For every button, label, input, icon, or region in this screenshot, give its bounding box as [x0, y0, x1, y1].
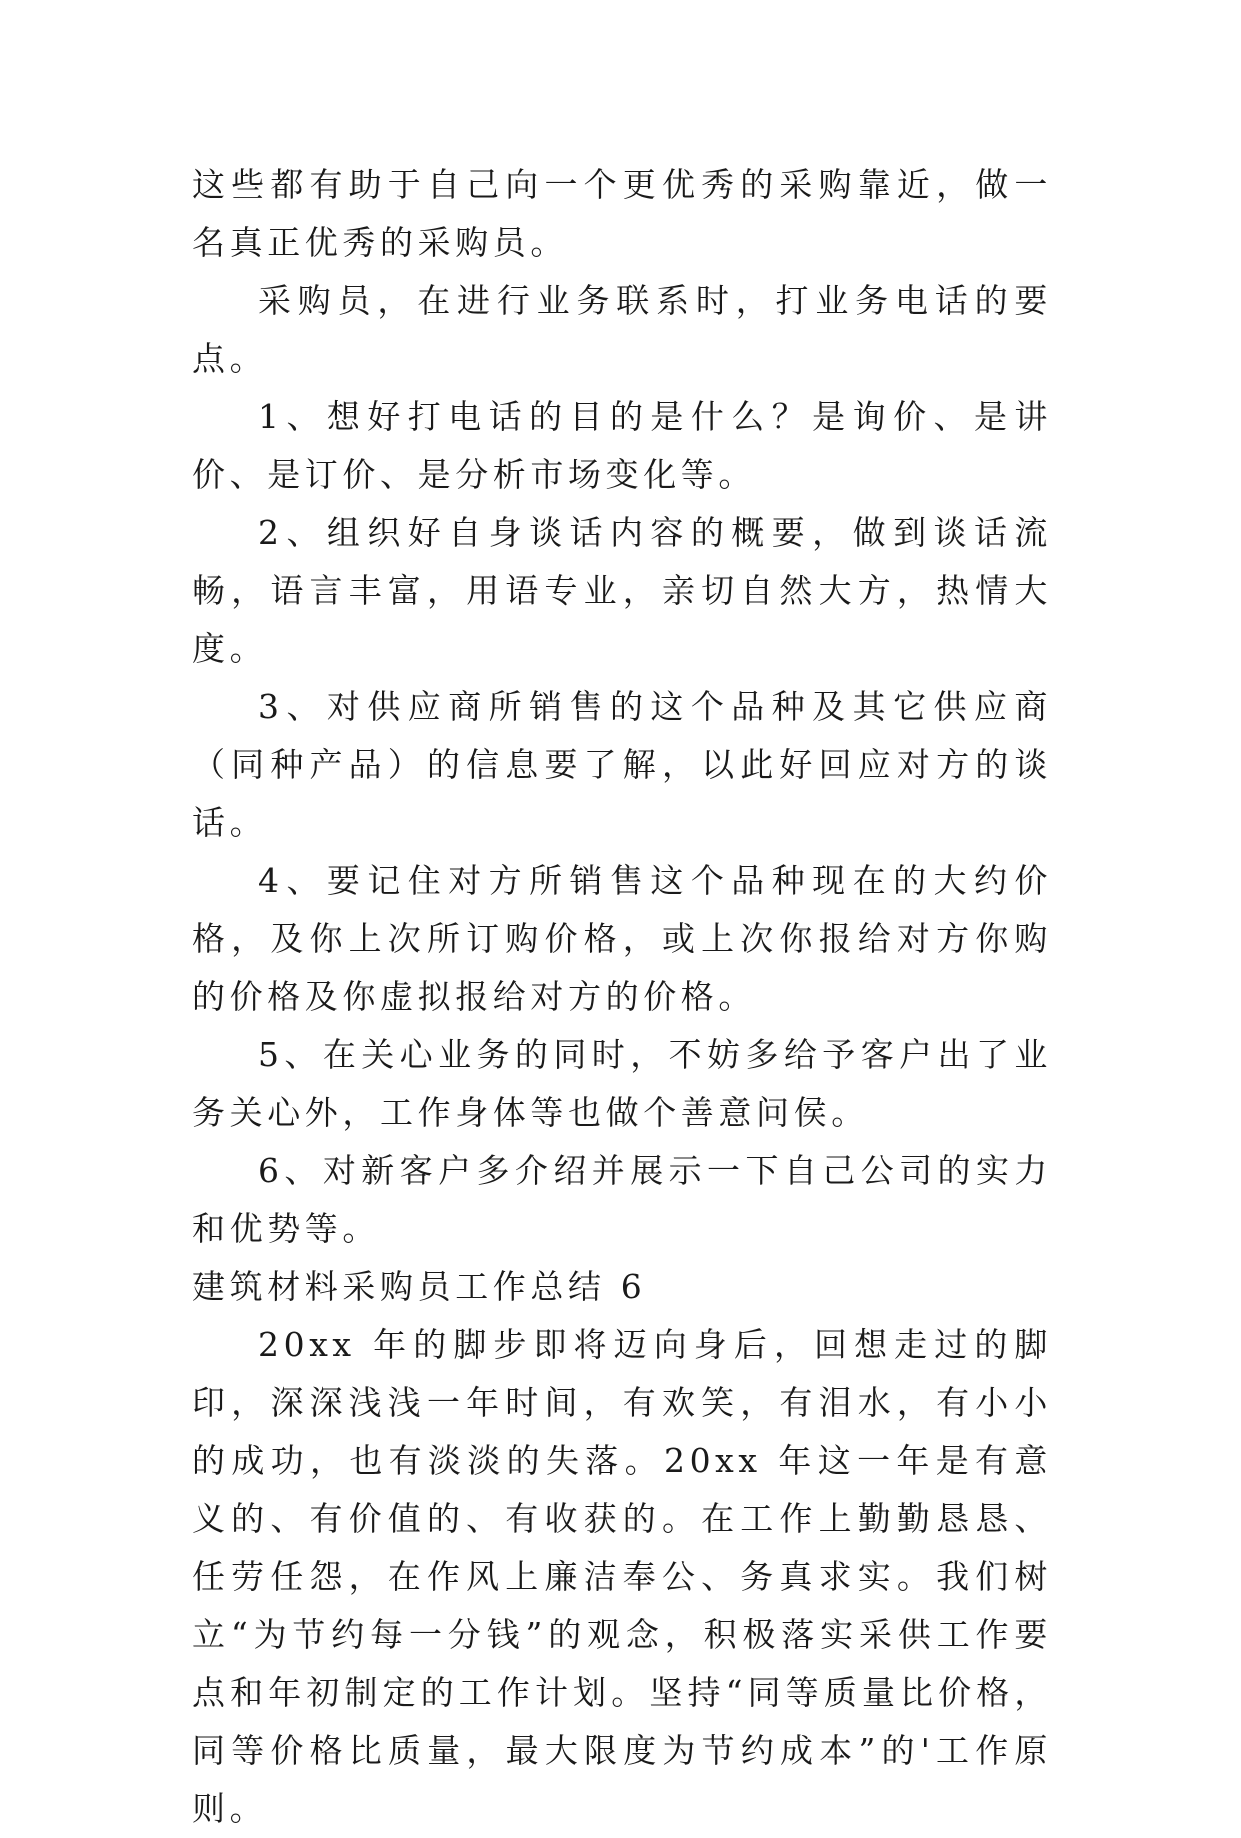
paragraph: 1、想好打电话的目的是什么？是询价、是讲价、是订价、是分析市场变化等。 — [192, 397, 1052, 494]
paragraph: 这些都有助于自己向一个更优秀的采购靠近，做一名真正优秀的采购员。 — [192, 165, 1052, 262]
paragraph: 6、对新客户多介绍并展示一下自己公司的实力和优势等。 — [192, 1151, 1052, 1248]
paragraph: 20xx 年的脚步即将迈向身后，回想走过的脚印，深深浅浅一年时间，有欢笑，有泪水，有小小的成功，也有淡淡的失落。20xx 年这一年是有意义的、有价值的、有收获的。在工作上勤勤恳恳、任劳任怨，在作风上廉洁奉公、务真求实。我们树立“为节约每一分钱”的观念，积极落实采供工作要点和年初制定的工作计划。坚持“同等质量比价格，同等价格比质量，最大限度为节约成本”的'工作原则。 — [192, 1325, 1052, 1828]
document-body — [192, 156, 1052, 1838]
paragraph: 3、对供应商所销售的这个品种及其它供应商（同种产品）的信息要了解，以此好回应对方的谈话。 — [192, 687, 1052, 842]
paragraph: 5、在关心业务的同时，不妨多给予客户出了业务关心外，工作身体等也做个善意问侯。 — [192, 1035, 1052, 1132]
paragraph: 采购员，在进行业务联系时，打业务电话的要点。 — [192, 281, 1052, 378]
paragraph: 4、要记住对方所销售这个品种现在的大约价格，及你上次所订购价格，或上次你报给对方你购的价格及你虚拟报给对方的价格。 — [192, 861, 1052, 1016]
paragraph: 2、组织好自身谈话内容的概要，做到谈话流畅，语言丰富，用语专业，亲切自然大方，热情大度。 — [192, 513, 1052, 668]
section-heading: 建筑材料采购员工作总结 6 — [192, 1267, 647, 1306]
